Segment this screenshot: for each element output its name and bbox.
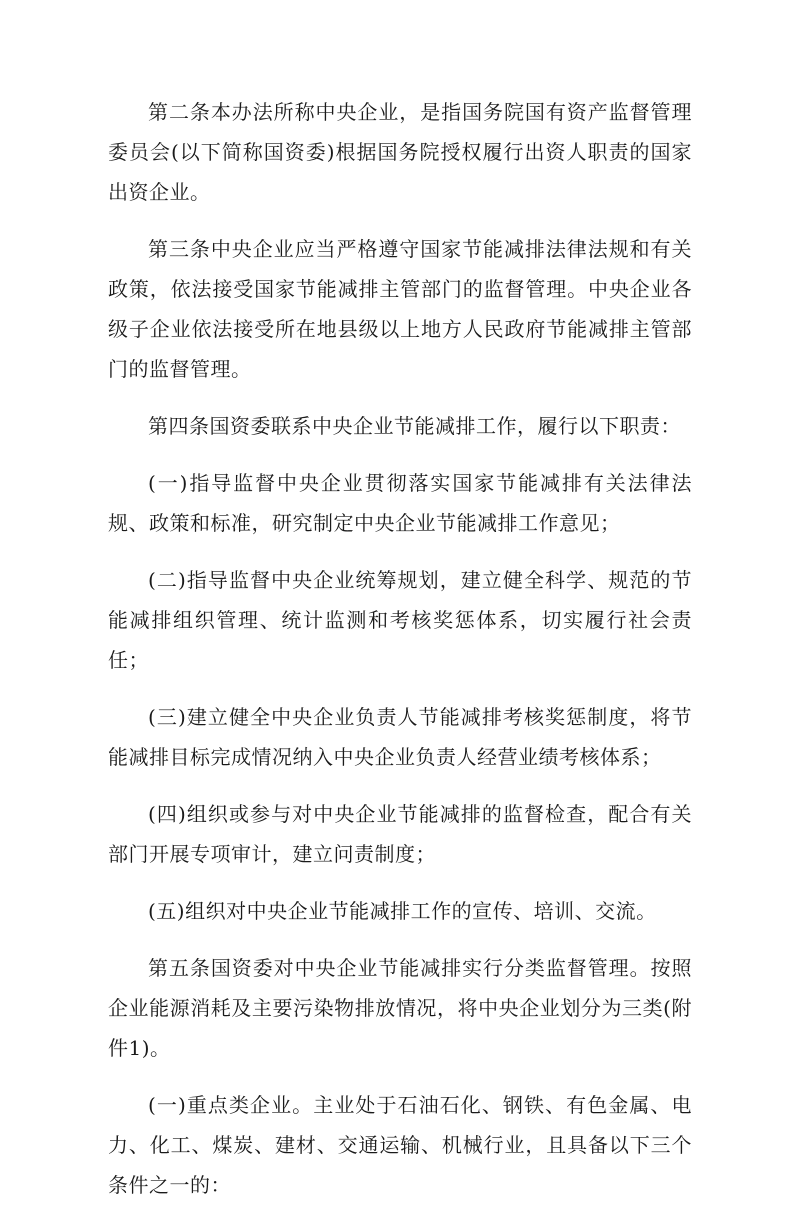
paragraph-duty-1: (一)指导监督中央企业贯彻落实国家节能减排有关法律法规、政策和标准，研究制定中央企业节能减排工作意见； [108, 471, 692, 535]
paragraph-duty-4: (四)组织或参与对中央企业节能减排的监督检查，配合有关部门开展专项审计，建立问责制度； [108, 802, 692, 866]
paragraph-article-4: 第四条国资委联系中央企业节能减排工作，履行以下职责： [148, 414, 681, 438]
paragraph-category-1: (一)重点类企业。主业处于石油石化、钢铁、有色金属、电力、化工、煤炭、建材、交通运输、机械行业，且具备以下三个条件之一的： [108, 1093, 692, 1197]
paragraph-duty-2: (二)指导监督中央企业统筹规划，建立健全科学、规范的节能减排组织管理、统计监测和考核奖惩体系，切实履行社会责任； [108, 568, 692, 672]
paragraph-article-5: 第五条国资委对中央企业节能减排实行分类监督管理。按照企业能源消耗及主要污染物排放情况，将中央企业划分为三类(附件1)。 [108, 956, 692, 1060]
paragraph-article-3: 第三条中央企业应当严格遵守国家节能减排法律法规和有关政策，依法接受国家节能减排主管部门的监督管理。中央企业各级子企业依法接受所在地县级以上地方人民政府节能减排主管部门的监督管理。 [108, 237, 692, 381]
paragraph-duty-3: (三)建立健全中央企业负责人节能减排考核奖惩制度，将节能减排目标完成情况纳入中央企业负责人经营业绩考核体系； [108, 705, 692, 769]
paragraph-duty-5: (五)组织对中央企业节能减排工作的宣传、培训、交流。 [148, 899, 657, 923]
paragraph-article-2: 第二条本办法所称中央企业，是指国务院国有资产监督管理委员会(以下简称国资委)根据国务院授权履行出资人职责的国家出资企业。 [108, 100, 692, 204]
